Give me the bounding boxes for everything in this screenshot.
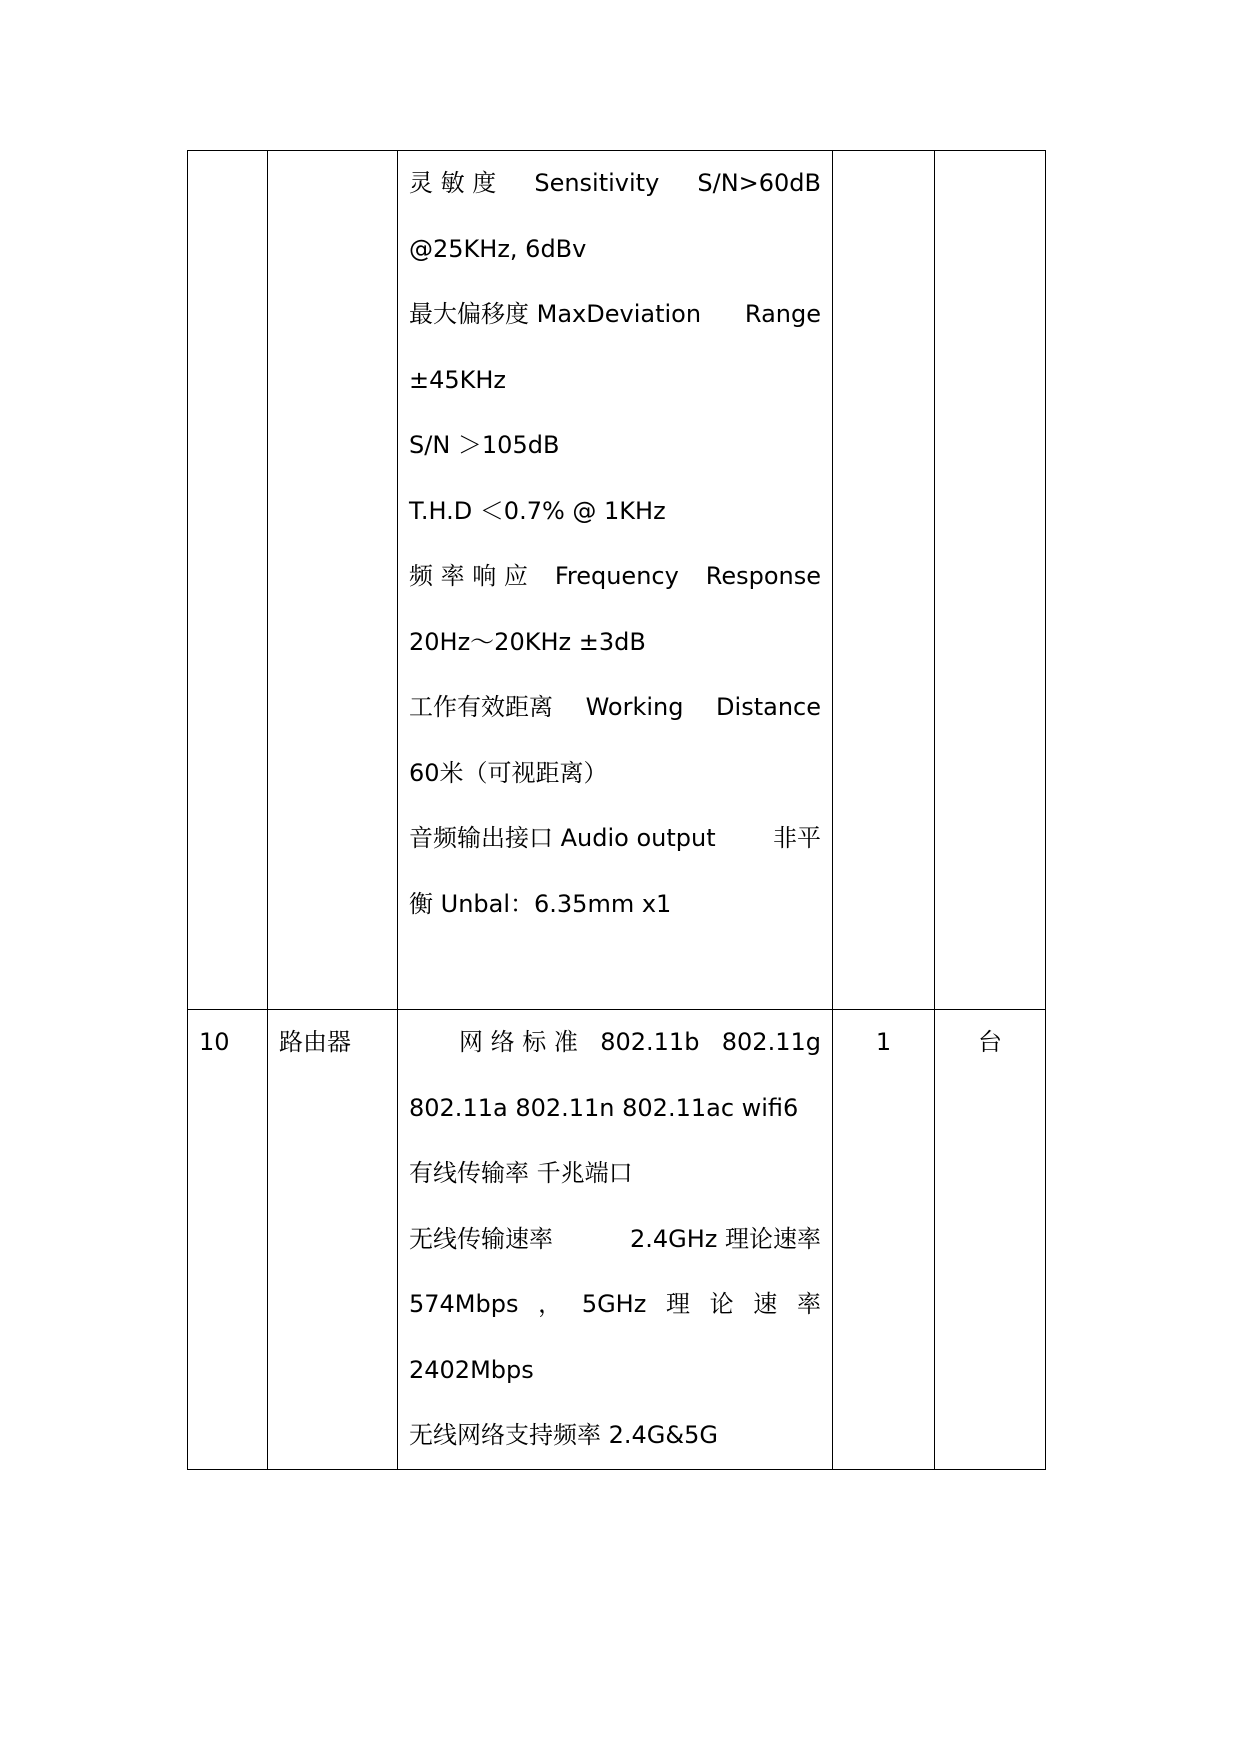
spec-line: ±45KHz: [409, 365, 507, 394]
spec-cell: [398, 1010, 833, 1470]
spec-description: [398, 151, 832, 937]
spec-line: S/N ＞105dB: [409, 431, 560, 459]
spec-line: @25KHz, 6dBv: [409, 234, 587, 263]
spec-line: 574Mbps ， 5GHz 理 论 速 率: [409, 1290, 821, 1318]
item-name-cell: 路由器: [268, 1010, 398, 1470]
spec-table: [187, 150, 1046, 1470]
spec-line: 网 络 标 准 802.11b 802.11g: [459, 1028, 821, 1056]
table-row: [188, 151, 1046, 1010]
quantity-cell: 1: [833, 1010, 935, 1470]
item-name-cell: [268, 151, 398, 1010]
unit-cell: [935, 151, 1046, 1010]
spec-line: 衡 Unbal：6.35mm x1: [409, 889, 672, 918]
spec-line: 20Hz～20KHz ±3dB: [409, 627, 646, 656]
item-number-cell: [188, 151, 268, 1010]
spec-line: 灵 敏 度 Sensitivity S/N>60dB: [409, 169, 821, 197]
spec-line: 无线传输速率 2.4GHz 理论速率: [409, 1224, 821, 1253]
spec-line: 60米（可视距离）: [409, 758, 608, 787]
spec-cell: [398, 151, 833, 1010]
table-row: [188, 1010, 1046, 1470]
spec-line: 最大偏移度 MaxDeviation Range: [409, 300, 821, 328]
item-number-cell: 10: [188, 1010, 268, 1470]
unit-cell: 台: [935, 1010, 1046, 1470]
spec-line: 音频输出接口 Audio output 非平: [409, 824, 821, 852]
spec-line: 有线传输率 千兆端口: [409, 1159, 633, 1187]
spec-line: 802.11a 802.11n 802.11ac wifi6: [409, 1093, 799, 1122]
spec-line: 2402Mbps: [409, 1355, 534, 1384]
spec-line: 工作有效距离 Working Distance: [409, 693, 821, 721]
quantity-cell: [833, 151, 935, 1010]
spec-line: 频 率 响 应 Frequency Response: [409, 562, 821, 590]
spec-description: [398, 1010, 832, 1469]
spec-line: T.H.D ＜0.7% @ 1KHz: [409, 496, 666, 525]
spec-line: 无线网络支持频率 2.4G&5G: [409, 1421, 718, 1449]
